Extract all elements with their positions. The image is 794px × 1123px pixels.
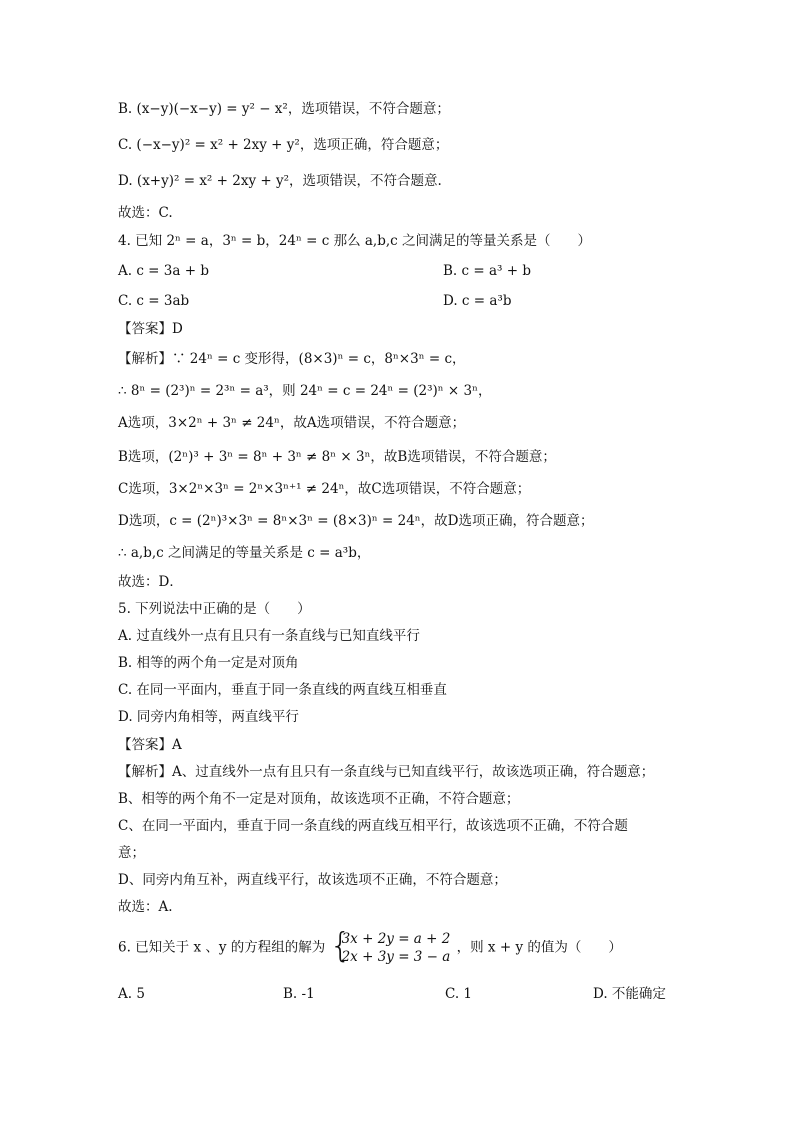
q4-select-line: 故选：D．	[118, 574, 183, 590]
q6-stem-suffix: ，则 x + y 的值为（ ）	[456, 939, 622, 956]
q5-analysis-line-2: B、相等的两个角不一定是对顶角，故该选项不正确，不符合题意；	[118, 791, 520, 807]
q3-select-line: 故选：C.	[118, 205, 173, 221]
q4-option-d: D. c = a³b	[443, 293, 512, 309]
q4-stem: 4. 已知 2ⁿ = a，3ⁿ = b，24ⁿ = c 那么 a,b,c 之间满足的等量关系是（ ）	[118, 233, 591, 249]
q6-option-c: C. 1	[445, 986, 473, 1002]
q5-analysis-line-3-cont: 意；	[118, 845, 145, 861]
q6-option-a: A. 5	[118, 986, 145, 1002]
q4-analysis-line-2: ∴ 8ⁿ = (2³)ⁿ = 2³ⁿ = a³，则 24ⁿ = c = 24ⁿ = (2³)ⁿ × 3ⁿ，	[118, 383, 492, 399]
option-c-line: C. (−x−y)² = x² + 2xy + y²，选项正确，符合题意；	[118, 137, 449, 153]
q6-option-b: B. -1	[283, 986, 315, 1002]
q5-option-d: D. 同旁内角相等，两直线平行	[118, 709, 299, 725]
equation-system	[329, 926, 451, 966]
q5-option-b: B. 相等的两个角一定是对顶角	[118, 655, 299, 671]
q4-option-b: B. c = a³ + b	[443, 263, 531, 279]
q6-stem	[118, 926, 622, 966]
q5-select-line: 故选：A.	[118, 899, 173, 915]
q6-stem-prefix: 6. 已知关于 x 、y 的方程组的解为	[118, 939, 326, 956]
q4-analysis-line-7: ∴ a,b,c 之间满足的等量关系是 c = a³b，	[118, 545, 371, 561]
q4-option-a: A. c = 3a + b	[118, 263, 209, 279]
q5-option-a: A. 过直线外一点有且只有一条直线与已知直线平行	[118, 628, 420, 644]
option-d-line: D. (x+y)² = x² + 2xy + y²，选项错误，不符合题意.	[118, 173, 442, 189]
q5-analysis-line-1: 【解析】A、过直线外一点有且只有一条直线与已知直线平行，故该选项正确，符合题意；	[118, 764, 655, 780]
q6-option-d: D. 不能确定	[593, 986, 666, 1002]
equation-1: 3x + 2y = a + 2	[341, 931, 451, 947]
q4-analysis-line-5: C选项，3×2ⁿ×3ⁿ = 2ⁿ×3ⁿ⁺¹ ≠ 24ⁿ，故C选项错误，不符合题意；	[118, 481, 531, 497]
brace-symbol: {	[329, 926, 352, 966]
q4-option-c: C. c = 3ab	[118, 293, 190, 309]
q4-analysis-line-3: A选项，3×2ⁿ + 3ⁿ ≠ 24ⁿ，故A选项错误，不符合题意；	[118, 415, 466, 431]
q5-analysis-line-3: C、在同一平面内，垂直于同一条直线的两直线互相平行，故该选项不正确，不符合题	[118, 818, 628, 834]
q5-option-c: C. 在同一平面内，垂直于同一条直线的两直线互相垂直	[118, 682, 447, 698]
option-b-line: B. (x−y)(−x−y) = y² − x²，选项错误，不符合题意；	[118, 101, 450, 117]
q5-stem: 5. 下列说法中正确的是（ ）	[118, 601, 311, 617]
q4-answer: 【答案】D	[118, 321, 183, 337]
q4-analysis-line-1: 【解析】∵ 24ⁿ = c 变形得，(8×3)ⁿ = c，8ⁿ×3ⁿ = c，	[118, 351, 466, 367]
q4-analysis-line-6: D选项，c = (2ⁿ)³×3ⁿ = 8ⁿ×3ⁿ = (8×3)ⁿ = 24ⁿ，故D选项正确，符合题意；	[118, 513, 594, 529]
equation-2: 2x + 3y = 3 − a	[341, 949, 451, 965]
q5-answer: 【答案】A	[118, 737, 182, 753]
q4-analysis-line-4: B选项，(2ⁿ)³ + 3ⁿ = 8ⁿ + 3ⁿ ≠ 8ⁿ × 3ⁿ，故B选项错误，不符合题意；	[118, 449, 556, 465]
q5-analysis-line-4: D、同旁内角互补，两直线平行，故该选项不正确，不符合题意；	[118, 872, 507, 888]
